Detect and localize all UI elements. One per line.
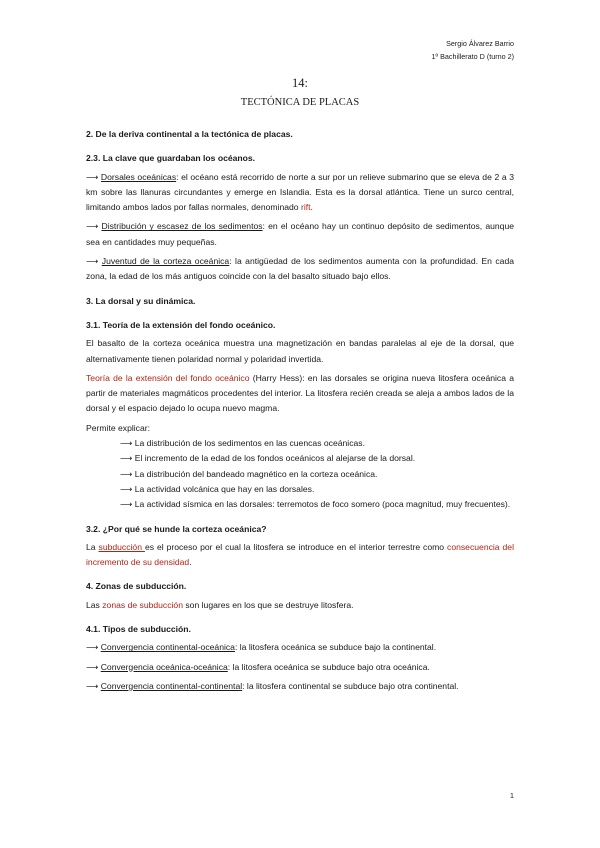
term: Convergencia oceánica-oceánica xyxy=(100,661,228,672)
paragraph: ⟶ Dorsales oceánicas: el océano está recorrido de norte a sur por un relieve submarino que se eleva de 2 a 3 km sobre las llanuras circundantes y emerge en Islandia. Esta es la dorsal atlántica. Tiene un surco central, limitando ambos lados por fallas normales, denominado rift. xyxy=(86,171,514,213)
list-item: ⟶ La actividad volcánica que hay en las dorsales. xyxy=(120,483,315,494)
explain-list xyxy=(120,436,514,512)
page-number: 1 xyxy=(509,791,514,800)
explain-label: Permite explicar: xyxy=(86,422,150,433)
document-body xyxy=(86,127,514,698)
highlight: rift xyxy=(300,202,311,213)
term: subducción xyxy=(98,541,145,552)
term: Convergencia continental-oceánica xyxy=(100,642,235,653)
title-name: TECTÓNICA DE PLACAS xyxy=(240,97,360,108)
section-heading: 4. Zonas de subducción. xyxy=(86,581,187,592)
list-item: ⟶ La distribución de los sedimentos en las cuencas oceánicas. xyxy=(120,438,365,449)
document-title xyxy=(0,75,600,111)
list-item: ⟶ La distribución del bandeado magnético en la corteza oceánica. xyxy=(120,468,378,479)
list-item: ⟶ La actividad sísmica en las dorsales: terremotos de foco somero (poca magnitud, muy frecuentes). xyxy=(120,499,511,510)
paragraph: Teoría de la extensión del fondo oceánico (Harry Hess): en las dorsales se origina nueva litosfera oceánica a partir de materiales magmáticos procedentes del interior. La litosfera recién creada se aleja a ambos lados de la dorsal y el espacio dejado lo ocupa nuevo magma. xyxy=(86,372,514,414)
course-label: 1º Bachillerato D (turno 2) xyxy=(431,52,514,61)
subsection-heading: 3.2. ¿Por qué se hunde la corteza oceánica? xyxy=(86,523,267,534)
title-number: 14: xyxy=(292,76,308,90)
subsection-heading: 4.1. Tipos de subducción. xyxy=(86,624,191,635)
paragraph: Las zonas de subducción son lugares en los que se destruye litosfera. xyxy=(86,599,354,610)
section-heading: 3. La dorsal y su dinámica. xyxy=(86,295,196,306)
paragraph: El basalto de la corteza oceánica muestra una magnetización en bandas paralelas al eje de la dorsal, que alternativamente tienen polaridad normal y polaridad invertida. xyxy=(86,338,514,364)
highlight: Teoría de la extensión del fondo oceánico xyxy=(86,372,250,383)
author-name: Sergio Álvarez Barrio xyxy=(446,39,514,48)
page-header xyxy=(431,37,514,63)
list-item: ⟶ El incremento de la edad de los fondos oceánicos al alejarse de la dorsal. xyxy=(120,453,416,464)
paragraph: ⟶ Convergencia continental-continental: la litosfera continental se subduce bajo otra continental. xyxy=(86,680,459,691)
paragraph: La subducción es el proceso por el cual la litosfera se introduce en el interior terrestre como consecuencia del incremento de su densidad. xyxy=(86,541,514,568)
subsection-heading: 2.3. La clave que guardaban los océanos. xyxy=(86,153,256,164)
paragraph: ⟶ Juventud de la corteza oceánica: la antigüedad de los sedimentos aumenta con la profundidad. En cada zona, la edad de los más antiguos coincide con la del basalto situado bajo ellos. xyxy=(86,256,515,282)
subsection-heading: 3.1. Teoría de la extensión del fondo oceánico. xyxy=(86,319,276,330)
paragraph: ⟶ Convergencia oceánica-oceánica: la litosfera oceánica se subduce bajo otra oceánica. xyxy=(86,661,430,672)
paragraph: ⟶ Convergencia continental-oceánica: la litosfera oceánica se subduce bajo la continental. xyxy=(86,642,437,653)
paragraph: ⟶ Distribución y escasez de los sedimentos: en el océano hay un continuo depósito de sedimentos, aunque sea en cantidades muy pequeñas. xyxy=(86,221,515,247)
term: Dorsales oceánicas xyxy=(100,171,177,182)
highlight: zonas de subducción xyxy=(102,599,183,610)
section-heading: 2. De la deriva continental a la tectónica de placas. xyxy=(86,129,293,139)
term: Juventud de la corteza oceánica xyxy=(101,256,230,267)
highlight: consecuencia del incremento de su densidad xyxy=(86,541,514,568)
term: Convergencia continental-continental xyxy=(100,680,243,691)
term: Distribución y escasez de los sedimentos xyxy=(101,221,263,232)
